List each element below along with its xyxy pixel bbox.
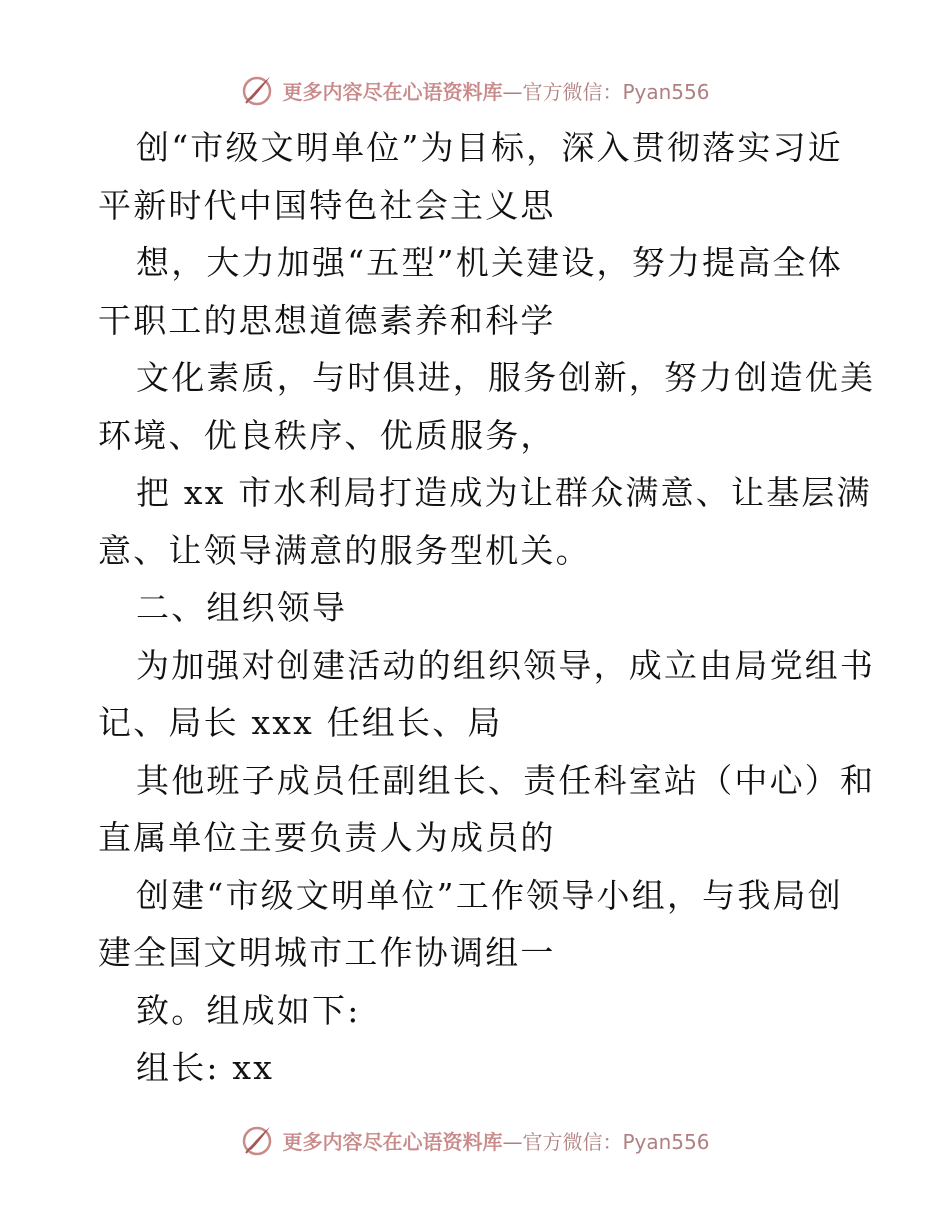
watermark-footer	[0, 1120, 950, 1160]
watermark-header	[0, 70, 950, 110]
document-line: 意、让领导满意的服务型机关。	[98, 530, 591, 570]
document-line: 干职工的思想道德素养和科学	[98, 300, 556, 340]
quill-seal-icon	[240, 1123, 274, 1157]
document-line: 创“市级文明单位”为目标，深入贯彻落实习近	[136, 128, 843, 167]
document-line: 创建“市级文明单位”工作领导小组，与我局创	[136, 875, 843, 915]
watermark-text: 更多内容尽在心语资料库—官方微信：Pyan556	[282, 79, 710, 104]
document-line: 二、组织领导	[136, 588, 348, 627]
watermark-text: 更多内容尽在心语资料库—官方微信：Pyan556	[282, 1129, 710, 1154]
document-line: 其他班子成员任副组长、责任科室站（中心）和	[136, 760, 876, 800]
document-line: 把 xx 市水利局打造成为让群众满意、让基层满	[136, 473, 872, 512]
document-line: 致。组成如下:	[136, 990, 361, 1030]
document-line: 文化素质，与时俱进，服务创新，努力创造优美	[136, 358, 876, 397]
document-line: 记、局长 xxx 任组长、局	[98, 703, 503, 742]
document-line: 环境、优良秩序、优质服务，	[98, 415, 556, 455]
document-line: 想，大力加强“五型”机关建设，努力提高全体	[136, 243, 843, 282]
document-line: 平新时代中国特色社会主义思	[98, 185, 556, 225]
quill-seal-icon	[240, 73, 274, 107]
document-line: 直属单位主要负责人为成员的	[98, 818, 556, 857]
document-body	[98, 119, 876, 1097]
document-line: 建全国文明城市工作协调组一	[98, 933, 556, 972]
document-line: 为加强对创建活动的组织领导，成立由局党组书	[136, 645, 876, 685]
document-line: 组长: xx	[136, 1048, 275, 1087]
